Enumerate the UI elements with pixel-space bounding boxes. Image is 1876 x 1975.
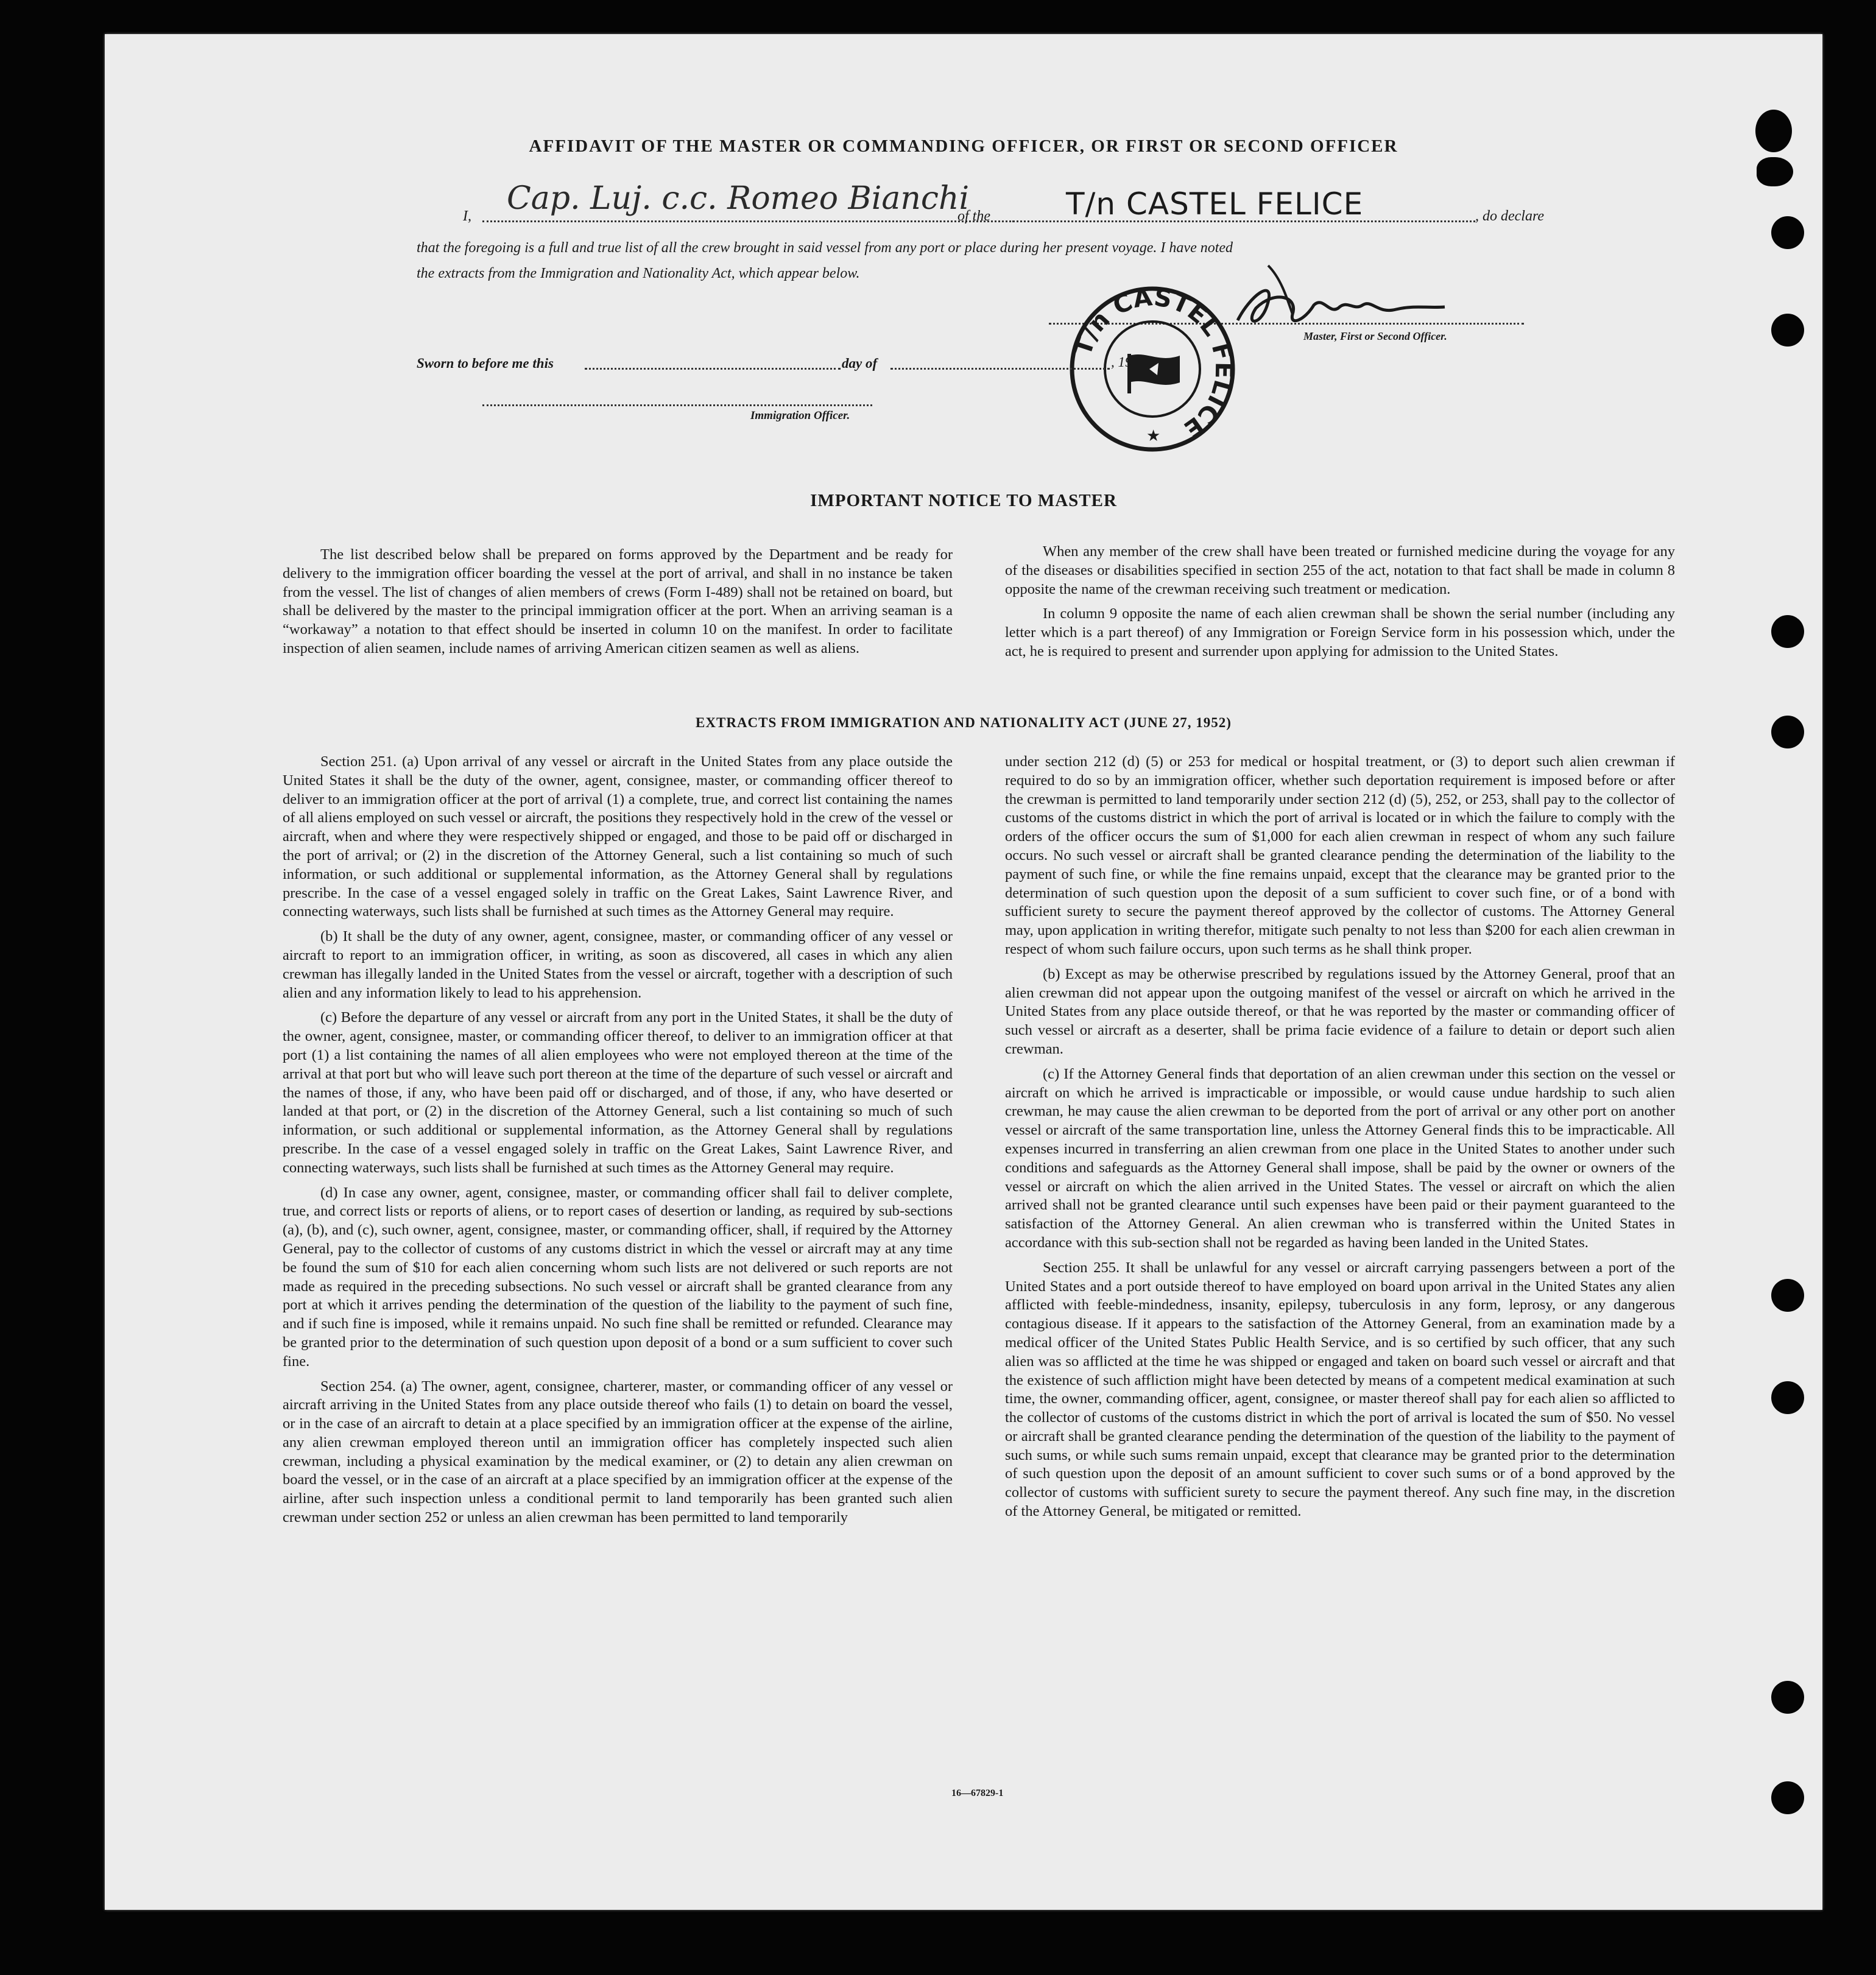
master-label: Master, First or Second Officer. bbox=[1303, 330, 1447, 342]
immigration-officer-label: Immigration Officer. bbox=[750, 409, 850, 422]
immigration-officer-line bbox=[482, 404, 872, 406]
notice-left-column bbox=[283, 546, 953, 664]
notice-right-paragraph-1: When any member of the crew shall have been treated or furnished medicine during the voyage for any of the diseases or disabilities specified in section 255 of the act, notation to that fact shall be made in column 8 opposite the name of the crewman receiving such treatment or medication. bbox=[1005, 543, 1675, 597]
section-254-b: (b) Except as may be otherwise prescribed by regulations issued by the Attorney General, proof that an alien crewman did not appear upon the outgoing manifest of the vessel or aircraft on which he arrived in the United States from any place outside thereof, or that he was reported by the master or commanding officer of such vessel or aircraft as a deserter, shall be prima facie evidence of a failure to detain or deport such alien crewman. bbox=[1005, 965, 1675, 1057]
of-the-label: of the bbox=[957, 208, 990, 224]
seal-text: T/n CASTEL FELICE bbox=[1068, 283, 1238, 443]
affidavit-line-2: that the foregoing is a full and true list of all the crew brought in said vessel from any port or place during her present voyage. I have noted bbox=[417, 240, 1233, 256]
do-declare-label: , do declare bbox=[1475, 208, 1545, 224]
punch-hole bbox=[1771, 1279, 1804, 1312]
extracts-left-column bbox=[283, 753, 953, 1533]
sworn-day-line bbox=[585, 368, 841, 370]
notice-right-paragraph-2: In column 9 opposite the name of each alien crewman shall be shown the serial number (including any letter which is a part thereof) of any Immigration or Foreign Service form in his possession which, under the act, he is required to present and surrender upon applying for admission to the United States. bbox=[1005, 605, 1675, 660]
notice-left-paragraph: The list described below shall be prepared on forms approved by the Department and be ready for delivery to the immigration officer boarding the vessel at the port of arrival, and shall in no instance be taken from the vessel. The list of changes of alien members of crews (Form I-489) shall not be retained on board, but shall be delivered by the master to the principal immigration officer at the port. When an arriving seaman is a “workaway” a notation to that effect should be inserted in column 10 on the manifest. In order to facilitate inspection of alien seamen, include names of arriving American citizen seamen as well as aliens. bbox=[283, 546, 953, 657]
svg-text:★: ★ bbox=[1146, 427, 1161, 445]
notice-right-column bbox=[1005, 543, 1675, 667]
punch-hole bbox=[1771, 216, 1804, 249]
section-251-c: (c) Before the departure of any vessel or aircraft from any port in the United States, it shall be the duty of the owner, agent, consignee, master, or commanding officer thereof, to deliver to an immigration officer at that port (1) a list containing the names of all alien employees who were not employed thereon at the time of the arrival at that port but who will leave such port thereon at the time of the departure of such vessel or aircraft and the names of those, if any, who have been paid off or discharged, and of those, if any, who have deserted or landed at that port, or (2) in the discretion of the Attorney General, such a list containing so much of such information, or such additional or supplemental information, as the Attorney General shall by regulations prescribe. In the case of a vessel engaged solely in traffic on the Great Lakes, Saint Lawrence River, and connecting waterways, such lists shall be furnished at such times as the Attorney General may require. bbox=[283, 1009, 953, 1176]
punch-hole bbox=[1755, 110, 1792, 152]
punch-hole bbox=[1771, 1381, 1804, 1414]
day-of-label: day of bbox=[842, 356, 878, 371]
punch-hole bbox=[1757, 157, 1793, 186]
punch-hole bbox=[1771, 716, 1804, 748]
handwritten-name: Cap. Luj. c.c. Romeo Bianchi bbox=[507, 180, 970, 217]
affidavit-title: AFFIDAVIT OF THE MASTER OR COMMANDING OFFICER, OR FIRST OR SECOND OFFICER bbox=[529, 136, 1398, 156]
year-prefix-label: , 19 bbox=[1111, 354, 1132, 370]
section-254-a-start: Section 254. (a) The owner, agent, consignee, charterer, master, or commanding officer of any vessel or aircraft arriving in the United States from any place outside thereof who fails (1) to detain on board the vessel, or in the case of an aircraft to detain at a place specified by an immigration officer at the expense of the airline, any alien crewman employed thereon until an immigration officer has completely inspected such alien crewman, including a physical examination by the medical examiner, or (2) to detain any alien crewman on board the vessel, or in the case of an aircraft at a place specified by an immigration officer at the expense of the airline, after such inspection unless a conditional permit to land temporarily has been granted such alien crewman under section 252 or unless an alien crewman has been permitted to land temporarily bbox=[283, 1378, 953, 1526]
section-251-a: Section 251. (a) Upon arrival of any vessel or aircraft in the United States from any place outside the United States it shall be the duty of the owner, agent, consignee, master, or commanding officer thereof to deliver to an immigration officer at the port of arrival (1) a complete, true, and correct list containing the names of all aliens employed on such vessel or aircraft, the positions they respectively hold in the crew of the vessel or aircraft, when and where they were respectively shipped or engaged, and those to be paid off or discharged in the port of arrival; or (2) in the discretion of the Attorney General, such a list containing so much of such information, or such additional or supplemental information, as the Attorney General shall by regulations prescribe. In the case of a vessel engaged solely in traffic on the Great Lakes, Saint Lawrence River, and connecting waterways, such lists shall be furnished at such times as the Attorney General may require. bbox=[283, 753, 953, 920]
section-254-c: (c) If the Attorney General finds that deportation of an alien crewman under this section on the vessel or aircraft on which he arrived is impracticable or impossible, or would cause undue hardship to such alien crewman, he may cause the alien crewman to be deported from the port of arrival or any other port on another vessel or aircraft of the same transportation line, unless the Attorney General finds this to be impracticable. All expenses incurred in transferring an alien crewman from one place in the United States to another under such conditions and safeguards as the Attorney General shall impose, shall be paid by the owner or owners of the vessel or aircraft on which the alien arrived in the United States. The vessel or aircraft on which the alien arrived shall not be granted clearance until such expenses have been paid or their payment guaranteed to the satisfaction of the Attorney General. An alien crewman who is transferred within the United States in accordance with this sub-section shall not be regarded as having been landed in the United States. bbox=[1005, 1065, 1675, 1251]
affidavit-line-3: the extracts from the Immigration and Nationality Act, which appear below. bbox=[417, 266, 860, 281]
section-255: Section 255. It shall be unlawful for any vessel or aircraft carrying passengers between a port of the United States and a port outside thereof to have employed on board upon arrival in the United States any alien afflicted with feeble-mindedness, insanity, epilepsy, tuberculosis in any form, leprosy, or any dangerous contagious disease. If it appears to the satisfaction of the Attorney General, from an examination made by a medical officer of the United States Public Health Service, and is so certified by such officer, that any such alien was so afflicted at the time he was shipped or engaged and taken on board such vessel or aircraft and that the existence of such affliction might have been detected by means of a competent medical examination at such time, the owner, commanding officer, agent, consignee, or master thereof shall pay for each alien so afflicted to the collector of customs of the customs district in which the port of arrival is located the sum of $50. No vessel or aircraft shall be granted clearance pending the determination of the question of the liability to the payment of such sums, or while such sums remain unpaid, except that clearance may be granted prior to the determination of such question upon the deposit of an amount sufficient to cover such sums or of a bond approved by the collector of customs with sufficient surety to secure the payment thereof. Any such fine may, in the discretion of the Attorney General, be mitigated or remitted. bbox=[1005, 1259, 1675, 1520]
sworn-month-line bbox=[890, 368, 1110, 370]
affidavit-i-label: I, bbox=[463, 208, 471, 224]
punch-hole bbox=[1771, 1781, 1804, 1814]
form-code: 16—67829-1 bbox=[951, 1788, 1004, 1798]
sworn-label: Sworn to before me this bbox=[417, 356, 554, 371]
notice-title: IMPORTANT NOTICE TO MASTER bbox=[810, 491, 1117, 510]
punch-hole bbox=[1771, 615, 1804, 648]
punch-hole bbox=[1771, 314, 1804, 347]
section-254-a-continued: under section 212 (d) (5) or 253 for medical or hospital treatment, or (3) to deport such alien crewman if required to do so by an immigration officer, whether such deportation requirement is imposed before or after the crewman is permitted to land temporarily under section 212 (d) (5), 252, or 253, shall pay to the collector of customs of the customs district in which the port of arrival is located or in which the failure to comply with the orders of the officer occurs the sum of $1,000 for each alien crewman in respect of whom any such failure occurs. No such vessel or aircraft shall be granted clearance pending the determination of the liability to the payment of such fine, or while the fine remains unpaid, except that the clearance may be granted prior to the determination of such question upon the deposit of a sum sufficient to cover such fine, or of a bond with sufficient surety to secure the payment thereof approved by the collector of customs. The Attorney General may, upon application in writing therefor, mitigate such penalty to not less than $200 for each alien crewman in respect of whom such failure occurs, upon such terms as he shall think proper. bbox=[1005, 753, 1675, 957]
section-251-b: (b) It shall be the duty of any owner, agent, consignee, master, or commanding officer of any vessel or aircraft to report to an immigration officer, in writing, as soon as discovered, all cases in which any alien crewman has illegally landed in the United States from the vessel or aircraft, together with a description of such alien and any information likely to lead to his apprehension. bbox=[283, 928, 953, 1001]
extracts-right-column bbox=[1005, 753, 1675, 1527]
section-251-d: (d) In case any owner, agent, consignee, master, or commanding officer shall fail to deliver complete, true, and correct lists or reports of aliens, or to report cases of desertion or landing, as required by sub-sections (a), (b), and (c), such owner, agent, consignee, master, or commanding officer, shall, if required by the Attorney General, pay to the collector of customs of any customs district in which the vessel or aircraft may at any time be found the sum of $10 for each alien concerning whom such lists are not delivered or such reports are not made as required in the preceding subsections. No such vessel or aircraft shall be granted clearance from any port at which it arrives pending the determination of the question of the liability to the payment of such fine, and if such fine is imposed, while it remains unpaid. No such fine shall be remitted or refunded. Clearance may be granted prior to the determination of such question upon deposit of a bond or a sum sufficient to cover such fine. bbox=[283, 1184, 953, 1370]
punch-hole bbox=[1771, 1681, 1804, 1714]
vessel-name-stamp: T/n CASTEL FELICE bbox=[1066, 186, 1364, 222]
extracts-title: EXTRACTS FROM IMMIGRATION AND NATIONALITY ACT (JUNE 27, 1952) bbox=[696, 715, 1232, 730]
document-page bbox=[105, 34, 1822, 1910]
